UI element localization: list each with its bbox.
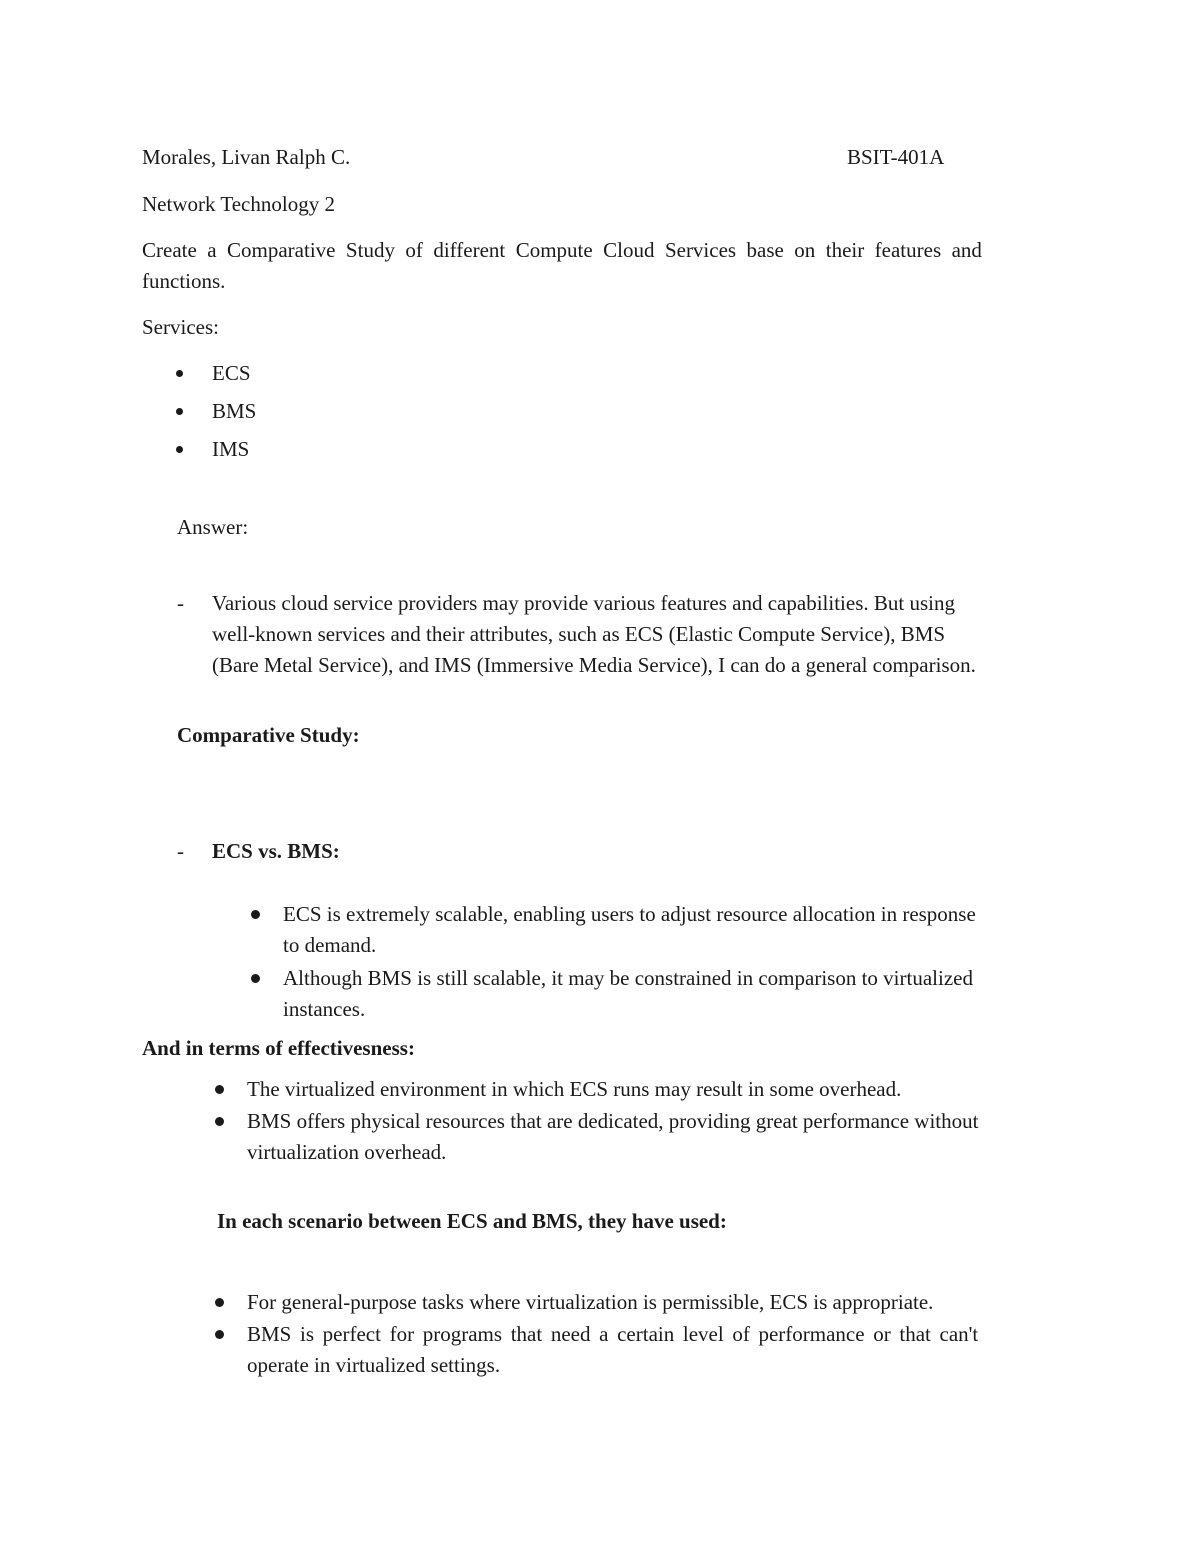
bullet-icon — [176, 446, 183, 453]
scenario-heading: In each scenario between ECS and BMS, they have used: — [217, 1209, 727, 1233]
bullet-line: For general-purpose tasks where virtualization is permissible, ECS is appropriate. — [247, 1290, 934, 1314]
prompt-line-2: functions. — [142, 269, 226, 293]
bullet-icon — [251, 974, 260, 983]
dash-marker: - — [177, 591, 184, 615]
answer-line-3: (Bare Metal Service), and IMS (Immersive Media Service), I can do a general comparison. — [212, 653, 976, 677]
bullet-line: virtualization overhead. — [247, 1140, 447, 1164]
bullet-line: Although BMS is still scalable, it may be constrained in comparison to virtualized — [283, 966, 973, 990]
bullet-line: to demand. — [283, 933, 377, 957]
answer-label: Answer: — [177, 515, 249, 539]
answer-line-2: well-known services and their attributes, such as ECS (Elastic Compute Service), BMS — [212, 622, 946, 646]
bullet-icon — [215, 1117, 224, 1126]
answer-line-1: Various cloud service providers may provide various features and capabilities. But using — [212, 591, 955, 615]
service-item: BMS — [212, 399, 257, 423]
student-name: Morales, Livan Ralph C. — [142, 145, 351, 169]
course-title: Network Technology 2 — [142, 192, 335, 216]
dash-marker: - — [177, 839, 184, 863]
bullet-line: BMS offers physical resources that are dedicated, providing great performance without — [247, 1109, 979, 1133]
bullet-line: operate in virtualized settings. — [247, 1353, 501, 1377]
service-item: IMS — [212, 437, 250, 461]
comparative-heading: Comparative Study: — [177, 723, 360, 747]
bullet-icon — [176, 370, 183, 377]
bullet-icon — [215, 1085, 224, 1094]
bullet-icon — [215, 1330, 224, 1339]
student-section: BSIT-401A — [847, 145, 945, 169]
effectiveness-heading: And in terms of effectivesness: — [142, 1036, 415, 1060]
prompt-line-1: Create a Comparative Study of different Compute Cloud Services base on their features and — [142, 238, 982, 262]
bullet-line: BMS is perfect for programs that need a certain level of performance or that can't — [247, 1322, 979, 1346]
bullet-line: The virtualized environment in which ECS runs may result in some overhead. — [247, 1077, 902, 1101]
bullet-line: instances. — [283, 997, 366, 1021]
bullet-icon — [251, 910, 260, 919]
services-label: Services: — [142, 315, 219, 339]
comparison-subheading: ECS vs. BMS: — [212, 839, 340, 863]
bullet-line: ECS is extremely scalable, enabling users to adjust resource allocation in response — [283, 902, 976, 926]
bullet-icon — [215, 1298, 224, 1307]
bullet-icon — [176, 408, 183, 415]
service-item: ECS — [212, 361, 251, 385]
